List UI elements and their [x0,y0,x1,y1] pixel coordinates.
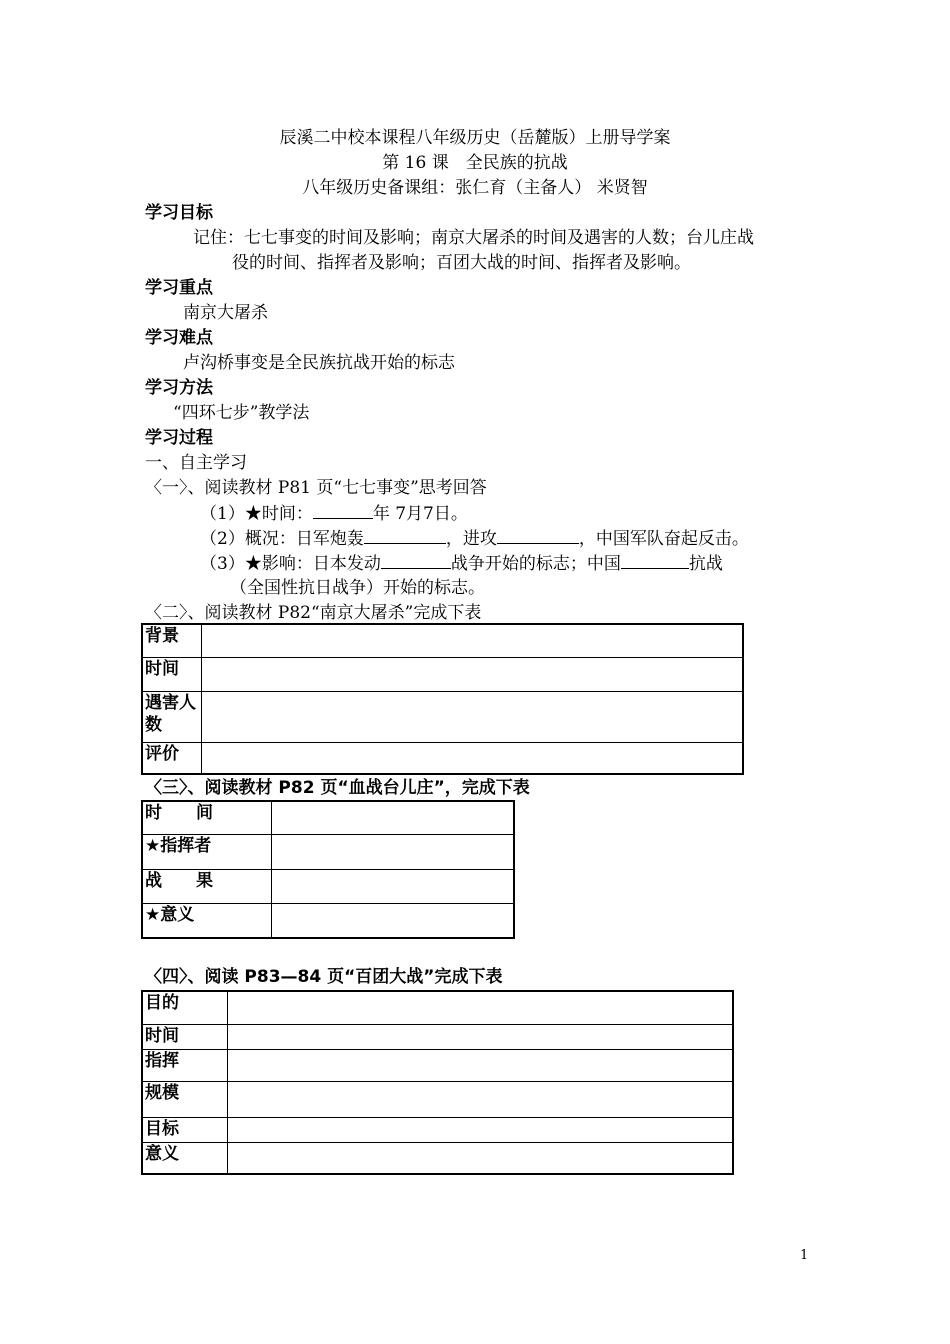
answer-cell[interactable] [272,801,515,834]
question-2 [200,527,749,550]
difficulty-heading: 学习难点 [145,328,213,348]
blank-resistance[interactable] [621,552,689,569]
row-label: 规模 [142,1081,228,1117]
answer-cell[interactable] [272,834,515,869]
answer-cell[interactable] [228,1049,734,1081]
hundred-regiments-table [141,990,734,1175]
answer-cell[interactable] [202,742,744,774]
part4-title: 〈四〉、阅读 P83—84 页“百团大战”完成下表 [145,967,503,987]
row-label: 时 间 [142,801,272,834]
answer-cell[interactable] [272,869,515,903]
answer-cell[interactable] [272,903,515,938]
row-label: 评价 [142,742,202,774]
page-number: 1 [800,1248,809,1263]
row-label: 时间 [142,1024,228,1049]
answer-cell[interactable] [228,1142,734,1174]
q2-suffix: ，中国军队奋起反击。 [578,529,749,549]
row-label: ★指挥者 [142,834,272,869]
answer-cell[interactable] [202,657,744,691]
question-1 [200,502,468,525]
row-label: 意义 [142,1142,228,1174]
q3-label: （3）★影响：日本发动 [200,554,381,574]
lesson-title: 第 16 课 全民族的抗战 [382,153,568,173]
blank-bombard[interactable] [364,527,446,544]
objectives-heading: 学习目标 [145,203,213,223]
part3-title: 〈三〉、阅读教材 P82 页“血战台儿庄”，完成下表 [145,778,530,798]
process-heading: 学习过程 [145,428,213,448]
answer-cell[interactable] [228,1081,734,1117]
method-heading: 学习方法 [145,378,213,398]
question-3-cont: （全国性抗日战争）开始的标志。 [230,578,485,598]
q2-mid: ，进攻 [445,529,497,549]
answer-cell[interactable] [228,991,734,1024]
answer-cell[interactable] [202,624,744,657]
row-label: ★意义 [142,903,272,938]
row-label: 战 果 [142,869,272,903]
q3-end: 抗战 [688,554,723,574]
row-label: 背景 [142,624,202,657]
row-label: 目的 [142,991,228,1024]
q2-label: （2）概况：日军炮轰 [200,529,364,549]
difficulty-text: 卢沟桥事变是全民族抗战开始的标志 [183,353,455,373]
self-study-heading: 一、自主学习 [145,453,247,473]
q1-label: （1）★时间： [200,504,313,524]
blank-time[interactable] [313,502,373,519]
part1-title: 〈一〉、阅读教材 P81 页“七七事变”思考回答 [145,478,487,498]
doc-title: 辰溪二中校本课程八年级历史（岳麓版）上册导学案 [279,128,671,148]
row-label: 指挥 [142,1049,228,1081]
question-3 [200,552,723,575]
row-label: 目标 [142,1117,228,1142]
part2-title: 〈二〉、阅读教材 P82“南京大屠杀”完成下表 [145,603,482,623]
blank-war[interactable] [381,552,451,569]
nanjing-table [141,623,744,775]
author-line: 八年级历史备课组：张仁育（主备人） 米贤智 [302,178,648,198]
answer-cell[interactable] [228,1117,734,1142]
blank-attack[interactable] [497,527,579,544]
method-text: “四环七步”教学法 [173,403,310,423]
focus-text: 南京大屠杀 [183,303,268,323]
objectives-line-2: 役的时间、指挥者及影响；百团大战的时间、指挥者及影响。 [232,253,691,273]
objectives-line-1: 记住：七七事变的时间及影响；南京大屠杀的时间及遇害的人数；台儿庄战 [193,228,754,248]
answer-cell[interactable] [228,1024,734,1049]
taierzhuang-table [141,800,515,939]
q1-suffix: 年 7月7日。 [372,504,468,524]
focus-heading: 学习重点 [145,278,213,298]
q3-mid: 战争开始的标志；中国 [450,554,621,574]
row-label: 时间 [142,657,202,691]
row-label: 遇害人数 [142,691,202,742]
answer-cell[interactable] [202,691,744,742]
